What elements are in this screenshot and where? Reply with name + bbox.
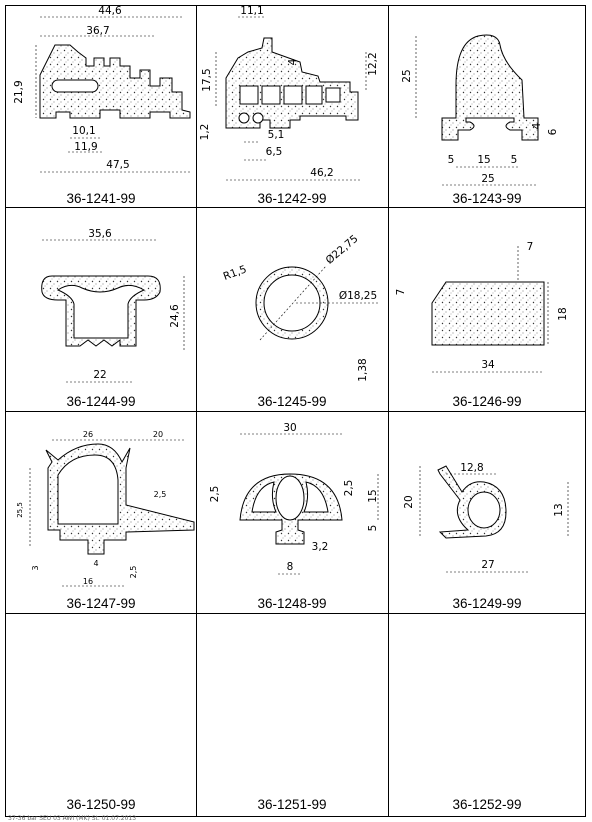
dimension-label: Ø22,75 xyxy=(323,232,361,267)
dimension-label: 6,5 xyxy=(265,146,283,158)
dimension-label: 5 xyxy=(367,524,379,532)
part-number-label: 36-1249-99 xyxy=(452,596,522,611)
dimension-label: 36,7 xyxy=(86,25,110,37)
profile-drawing-36-1241-99 xyxy=(40,45,190,118)
dimension-label: 20 xyxy=(403,495,415,509)
dimension-label: 12,2 xyxy=(367,52,379,76)
dimension-label: 47,5 xyxy=(106,159,130,171)
dimension-label: 26 xyxy=(82,430,94,439)
dimension-label: 4 xyxy=(287,58,299,66)
dimension-label: 6 xyxy=(547,128,559,136)
dimension-label: 3 xyxy=(31,565,40,571)
part-number-label: 36-1247-99 xyxy=(66,596,136,611)
dimension-label: 20 xyxy=(152,430,164,439)
dimension-label: 18 xyxy=(557,307,569,321)
profile-drawing-36-1248-99 xyxy=(240,474,342,544)
profile-drawing-36-1249-99 xyxy=(438,466,506,538)
dimension-label: 2,5 xyxy=(343,479,355,497)
dimension-label: 44,6 xyxy=(98,5,122,17)
dimension-label: 7 xyxy=(395,288,407,296)
dimension-label: 1,38 xyxy=(357,358,369,382)
dimension-label: 7 xyxy=(526,241,534,253)
page-footer: 37-36 bar SEU 03 AWI (MK) St. 01.07.2013 xyxy=(8,815,137,822)
dimension-label: 15 xyxy=(477,154,491,166)
dimension-label: 34 xyxy=(481,359,495,371)
dimension-label: 11,1 xyxy=(240,5,264,17)
dimension-label: 16 xyxy=(82,577,94,586)
dimension-label: 35,6 xyxy=(88,228,112,240)
dimension-label: 2,5 xyxy=(209,485,221,503)
dimension-label: 2,5 xyxy=(153,490,167,499)
part-number-label: 36-1243-99 xyxy=(452,191,522,206)
dimension-label: 4 xyxy=(93,559,99,568)
part-number-label: 36-1246-99 xyxy=(452,394,522,409)
profile-drawing-36-1242-99 xyxy=(226,38,358,128)
dimension-label: 12,8 xyxy=(460,462,484,474)
dimension-label: 22 xyxy=(93,369,107,381)
dimension-label: 3,2 xyxy=(311,541,329,553)
part-number-label: 36-1242-99 xyxy=(257,191,327,206)
part-number-label: 36-1244-99 xyxy=(66,394,136,409)
dimension-label: 21,9 xyxy=(13,80,25,104)
part-number-label: 36-1241-99 xyxy=(66,191,136,206)
profile-drawing-36-1247-99 xyxy=(46,444,194,554)
part-number-label: 36-1248-99 xyxy=(257,596,327,611)
dimension-label: 24,6 xyxy=(169,304,181,328)
profile-drawing-36-1244-99 xyxy=(42,276,161,346)
dimension-label: 27 xyxy=(481,559,495,571)
dimension-label: 25 xyxy=(401,69,413,83)
dimension-label: 11,9 xyxy=(74,141,98,153)
dimension-label: 25,5 xyxy=(16,502,24,518)
dimension-label: Ø18,25 xyxy=(338,290,378,302)
dimension-label: 4 xyxy=(531,122,543,130)
part-number-label: 36-1250-99 xyxy=(66,797,136,812)
dimension-label: 25 xyxy=(481,173,495,185)
part-number-label: 36-1245-99 xyxy=(257,394,327,409)
dimension-label: 46,2 xyxy=(310,167,334,179)
dimension-label: 15 xyxy=(367,489,379,503)
dimension-label: 5 xyxy=(447,154,455,166)
part-number-label: 36-1251-99 xyxy=(257,797,327,812)
dimension-label: 8 xyxy=(286,561,294,573)
profile-drawing-36-1246-99 xyxy=(432,282,544,345)
dimension-label: 10,1 xyxy=(72,125,96,137)
dimension-label: 5,1 xyxy=(267,129,285,141)
dimension-label: 13 xyxy=(553,503,565,517)
profile-drawing-36-1243-99 xyxy=(442,35,538,140)
dimension-label: R1,5 xyxy=(221,263,249,283)
dimension-label: 17,5 xyxy=(201,68,213,92)
part-number-label: 36-1252-99 xyxy=(452,797,522,812)
dimension-label: 5 xyxy=(510,154,518,166)
dimension-label: 30 xyxy=(283,422,297,434)
dimension-label: 1,2 xyxy=(199,123,211,141)
dimension-label: 2,5 xyxy=(129,565,138,579)
